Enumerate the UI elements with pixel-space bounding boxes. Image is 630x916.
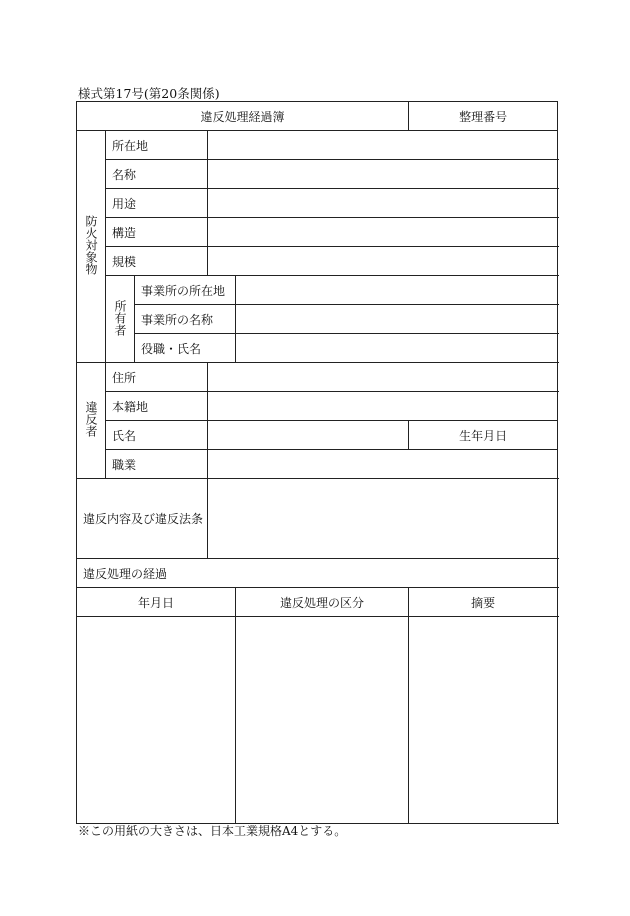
violator-address-field[interactable] (208, 363, 558, 392)
target-scale-label: 規模 (106, 247, 208, 276)
form-title: 違反処理経過簿 (77, 102, 409, 131)
target-structure-label: 構造 (106, 218, 208, 247)
ref-no-label: 整理番号 (409, 102, 558, 131)
target-group-label: 防火対象物 (77, 131, 106, 363)
owner-office-name-label: 事業所の名称 (135, 305, 236, 334)
process-category-area[interactable] (236, 617, 409, 824)
owner-title-name-label: 役職・氏名 (135, 334, 236, 363)
violation-record-form (76, 101, 558, 824)
violator-occupation-field[interactable] (208, 450, 558, 479)
process-summary-area[interactable] (409, 617, 558, 824)
process-col-category: 違反処理の区分 (236, 588, 409, 617)
violator-domicile-label: 本籍地 (106, 392, 208, 421)
violation-content-field[interactable] (208, 479, 558, 559)
target-usage-label: 用途 (106, 189, 208, 218)
violator-domicile-field[interactable] (208, 392, 558, 421)
violator-occupation-label: 職業 (106, 450, 208, 479)
birthdate-label: 生年月日 (409, 421, 558, 450)
owner-title-name-field[interactable] (236, 334, 558, 363)
violator-group-label: 違反者 (77, 363, 106, 479)
owner-office-location-field[interactable] (236, 276, 558, 305)
process-date-area[interactable] (77, 617, 236, 824)
form-number-label: 様式第17号(第20条関係) (78, 86, 220, 101)
paper-size-note: ※この用紙の大きさは、日本工業規格A4とする。 (78, 824, 347, 838)
violator-name-field[interactable] (208, 421, 409, 450)
target-name-field[interactable] (208, 160, 558, 189)
process-col-summary: 摘要 (409, 588, 558, 617)
violator-name-label: 氏名 (106, 421, 208, 450)
target-location-field[interactable] (208, 131, 558, 160)
target-location-label: 所在地 (106, 131, 208, 160)
owner-office-name-field[interactable] (236, 305, 558, 334)
process-col-date: 年月日 (77, 588, 236, 617)
process-section-label: 違反処理の経過 (77, 559, 558, 588)
target-structure-field[interactable] (208, 218, 558, 247)
violator-address-label: 住所 (106, 363, 208, 392)
violation-content-label: 違反内容及び違反法条 (77, 479, 208, 559)
target-name-label: 名称 (106, 160, 208, 189)
owner-office-location-label: 事業所の所在地 (135, 276, 236, 305)
target-scale-field[interactable] (208, 247, 558, 276)
target-usage-field[interactable] (208, 189, 558, 218)
owner-group-label: 所有者 (106, 276, 135, 363)
